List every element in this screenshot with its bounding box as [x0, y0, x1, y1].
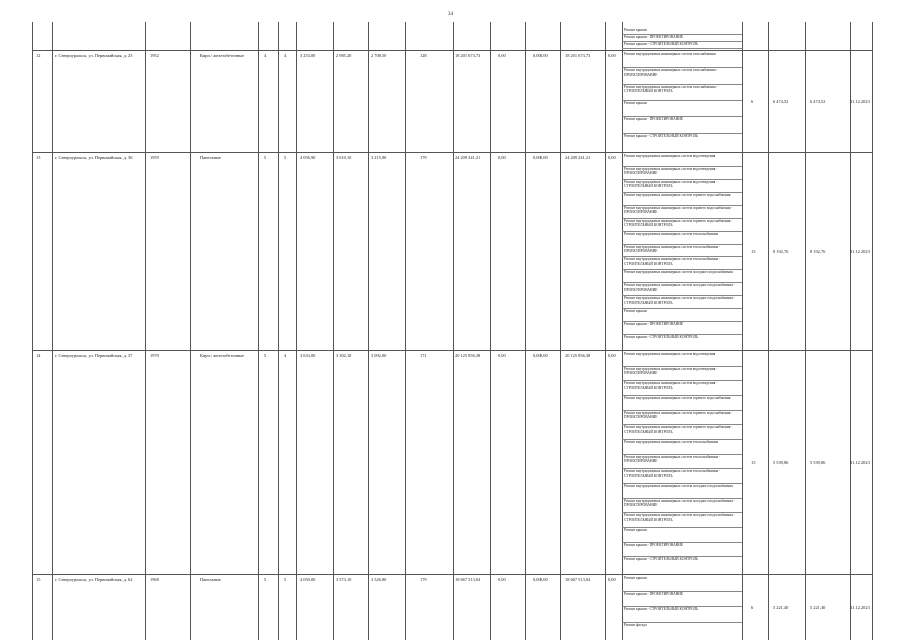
unit-limit-cell: 8 192,76: [810, 249, 826, 254]
row-number: 12: [36, 53, 41, 58]
work-item: Ремонт внутридомовых инженерных систем теплоснабжения: [624, 440, 719, 444]
entrances-cell: 5: [284, 577, 287, 582]
work-item: Ремонт крыши - СТРОИТЕЛЬНЫЙ КОНТРОЛЬ: [624, 42, 699, 46]
entrances-cell: 4: [284, 353, 287, 358]
work-item: Ремонт крыши - ПРОЕКТИРОВАНИЕ: [624, 322, 684, 327]
area-living-cell: 3 610,10: [336, 155, 352, 160]
work-item: Ремонт внутридомовых инженерных систем теплоснабжения - СТРОИТЕЛЬНЫЙ КОНТРОЛЬ: [624, 257, 721, 266]
column-line: [190, 22, 191, 640]
area-total-cell: 3 633,00: [300, 353, 316, 358]
cost-other-cell: 0,00: [608, 155, 616, 160]
cost-total-cell: 24 209 241,21: [455, 155, 481, 160]
column-line: [32, 22, 33, 640]
area-residential-cell: 3 092,00: [371, 353, 387, 358]
work-item: Ремонт внутридомовых инженерных систем водоотведения: [624, 352, 716, 356]
area-total-cell: 3 253,00: [300, 53, 316, 58]
row-line: [32, 350, 873, 351]
cost-owners-cell: 18 201 673,73: [565, 53, 591, 58]
cost-region-cell: 0,00: [533, 353, 541, 358]
work-item: Ремонт внутридомовых инженерных систем горячего водоснабжения: [624, 396, 731, 400]
cost-total-cell: 18 667 513,04: [455, 577, 481, 582]
works-count-cell: 15: [751, 249, 756, 254]
year-cell: 1959: [150, 155, 159, 160]
column-line: [525, 22, 526, 640]
work-item: Ремонт крыши: [624, 309, 647, 314]
work-item: Ремонт крыши - ПРОЕКТИРОВАНИЕ: [624, 117, 684, 122]
column-line: [258, 22, 259, 640]
cost-region-cell: 0,00: [533, 53, 541, 58]
work-item: Ремонт крыши - ПРОЕКТИРОВАНИЕ: [624, 35, 684, 39]
deadline-cell: 31.12.2023: [850, 99, 870, 104]
work-item: Ремонт крыши: [624, 528, 647, 532]
cost-other-cell: 0,00: [608, 53, 616, 58]
address-cell: г. Североуральск, ул. Первомайская, д. 36: [55, 155, 133, 160]
work-item: Ремонт крыши - СТРОИТЕЛЬНЫЙ КОНТРОЛЬ: [624, 607, 699, 611]
year-cell: 1952: [150, 53, 159, 58]
cost-federal-cell: 0,00: [498, 155, 506, 160]
cost-region-cell: 0,00: [533, 577, 541, 582]
work-item: Ремонт внутридомовых инженерных систем водоотведения: [624, 154, 716, 158]
work-item: Ремонт внутридомовых инженерных систем водоотведения - ПРОЕКТИРОВАНИЕ: [624, 166, 718, 176]
cost-owners-cell: 18 667 513,04: [565, 577, 591, 582]
column-line: [405, 22, 406, 640]
work-item: Ремонт внутридомовых инженерных систем холодного водоснабжения: [624, 270, 733, 275]
area-residential-cell: 3 526,80: [371, 577, 387, 582]
work-item: Ремонт внутридомовых инженерных систем холодного водоснабжения - ПРОЕКТИРОВАНИЕ: [624, 283, 735, 292]
work-item: Ремонт внутридомовых инженерных систем горячего водоснабжения: [624, 192, 731, 197]
column-line: [872, 22, 873, 640]
material-cell: Кирп./ железобетонные: [200, 353, 245, 358]
work-item: Ремонт крыши: [624, 28, 647, 32]
row-number: 13: [36, 155, 41, 160]
area-living-cell: 2 985,20: [336, 53, 352, 58]
deadline-cell: 31.12.2023: [850, 605, 870, 610]
column-line: [850, 22, 851, 640]
work-item: Ремонт крыши - СТРОИТЕЛЬНЫЙ КОНТРОЛЬ: [624, 557, 699, 562]
unit-cost-cell: 8 192,76: [773, 249, 789, 254]
unit-cost-cell: 5 539,86: [773, 460, 789, 465]
work-item: Ремонт крыши: [624, 101, 647, 105]
cost-other-cell: 0,00: [608, 353, 616, 358]
residents-cell: 171: [420, 353, 427, 358]
work-item: Ремонт крыши - СТРОИТЕЛЬНЫЙ КОНТРОЛЬ: [624, 335, 699, 340]
cost-owners-cell: 20 125 856,38: [565, 353, 591, 358]
work-item: Ремонт внутридомовых инженерных систем горячего водоснабжения - ПРОЕКТИРОВАНИЕ: [624, 410, 733, 420]
column-line: [742, 22, 743, 640]
unit-cost-cell: 5 221,40: [773, 605, 789, 610]
column-line: [52, 22, 53, 640]
page-number: 34: [448, 12, 453, 17]
works-count-cell: 6: [751, 99, 754, 104]
work-item: Ремонт внутридомовых инженерных систем теплоснабжения - ПРОЕКТИРОВАНИЕ: [624, 454, 721, 464]
cost-region-cell: 0,00: [533, 155, 541, 160]
column-line: [333, 22, 334, 640]
work-item: Ремонт внутридомовых инженерных систем водоотведения - СТРОИТЕЛЬНЫЙ КОНТРОЛЬ: [624, 179, 718, 189]
column-line: [768, 22, 769, 640]
column-line: [453, 22, 454, 640]
cost-local-cell: 0,00: [540, 155, 548, 160]
work-divider: [622, 48, 742, 49]
address-cell: г. Североуральск, ул. Первомайская, д. 62: [55, 577, 133, 582]
cost-other-cell: 0,00: [608, 577, 616, 582]
cost-local-cell: 0,00: [540, 353, 548, 358]
work-item: Ремонт крыши - СТРОИТЕЛЬНЫЙ КОНТРОЛЬ: [624, 133, 699, 138]
cost-local-cell: 0,00: [540, 53, 548, 58]
work-item: Ремонт внутридомовых инженерных систем газоснабжения - СТРОИТЕЛЬНЫЙ КОНТРОЛЬ: [624, 84, 718, 94]
area-living-cell: 3 302,10: [336, 353, 352, 358]
column-line: [560, 22, 561, 640]
column-line: [805, 22, 806, 640]
row-line: [32, 152, 873, 153]
column-line: [368, 22, 369, 640]
work-item: Ремонт внутридомовых инженерных систем газоснабжения: [624, 52, 716, 56]
area-living-cell: 3 573,10: [336, 577, 352, 582]
address-cell: г. Североуральск, ул. Первомайская, д. 25: [55, 53, 133, 58]
cost-federal-cell: 0,00: [498, 353, 506, 358]
area-residential-cell: 3 215,90: [371, 155, 387, 160]
floors-cell: 5: [264, 155, 267, 160]
entrances-cell: 4: [284, 53, 287, 58]
material-cell: Панельные: [200, 155, 221, 160]
cost-federal-cell: 0,00: [498, 53, 506, 58]
work-item: Ремонт внутридомовых инженерных систем горячего водоснабжения - ПРОЕКТИРОВАНИЕ: [624, 205, 733, 215]
year-cell: 1970: [150, 353, 159, 358]
address-cell: г. Североуральск, ул. Первомайская, д. 37: [55, 353, 133, 358]
material-cell: Панельные: [200, 577, 221, 582]
deadline-cell: 31.12.2023: [850, 249, 870, 254]
work-item: Ремонт внутридомовых инженерных систем теплоснабжения - ПРОЕКТИРОВАНИЕ: [624, 244, 721, 253]
cost-federal-cell: 0,00: [498, 577, 506, 582]
residents-cell: 128: [420, 53, 427, 58]
works-count-cell: 6: [751, 605, 754, 610]
unit-limit-cell: 5 539,86: [810, 460, 826, 465]
work-item: Ремонт внутридомовых инженерных систем горячего водоснабжения - СТРОИТЕЛЬНЫЙ КОНТРОЛЬ: [624, 218, 733, 228]
work-item: Ремонт крыши - ПРОЕКТИРОВАНИЕ: [624, 591, 684, 596]
works-count-cell: 15: [751, 460, 756, 465]
row-number: 15: [36, 577, 41, 582]
cost-total-cell: 18 201 673,73: [455, 53, 481, 58]
column-line: [490, 22, 491, 640]
area-total-cell: 4 050,00: [300, 577, 316, 582]
floors-cell: 4: [264, 53, 267, 58]
work-item: Ремонт внутридомовых инженерных систем горячего водоснабжения - СТРОИТЕЛЬНЫЙ КОНТРОЛЬ: [624, 425, 733, 434]
cost-owners-cell: 24 209 241,21: [565, 155, 591, 160]
cost-local-cell: 0,00: [540, 577, 548, 582]
area-residential-cell: 2 708,50: [371, 53, 387, 58]
floors-cell: 5: [264, 577, 267, 582]
entrances-cell: 5: [284, 155, 287, 160]
year-cell: 1968: [150, 577, 159, 582]
work-item: Ремонт внутридомовых инженерных систем водоотведения - ПРОЕКТИРОВАНИЕ: [624, 366, 718, 376]
row-line: [32, 574, 873, 575]
cost-total-cell: 20 125 856,38: [455, 353, 481, 358]
work-item: Ремонт крыши - ПРОЕКТИРОВАНИЕ: [624, 542, 684, 547]
residents-cell: 179: [420, 577, 427, 582]
work-item: Ремонт внутридомовых инженерных систем холодного водоснабжения: [624, 484, 733, 488]
unit-limit-cell: 6 474,52: [810, 99, 826, 104]
unit-limit-cell: 5 221,40: [810, 605, 826, 610]
deadline-cell: 31.12.2023: [850, 460, 870, 465]
unit-cost-cell: 6 474,52: [773, 99, 789, 104]
row-number: 14: [36, 353, 41, 358]
column-line: [296, 22, 297, 640]
column-line: [622, 22, 623, 640]
column-line: [278, 22, 279, 640]
work-item: Ремонт крыши: [624, 576, 647, 580]
area-total-cell: 4 056,90: [300, 155, 316, 160]
row-line: [32, 50, 873, 51]
floors-cell: 5: [264, 353, 267, 358]
work-item: Ремонт внутридомовых инженерных систем водоотведения - СТРОИТЕЛЬНЫЙ КОНТРОЛЬ: [624, 381, 718, 390]
work-item: Ремонт фасада: [624, 622, 647, 627]
work-item: Ремонт внутридомовых инженерных систем теплоснабжения: [624, 231, 719, 236]
column-line: [145, 22, 146, 640]
work-item: Ремонт внутридомовых инженерных систем холодного водоснабжения - СТРОИТЕЛЬНЫЙ КОНТРОЛЬ: [624, 513, 735, 522]
material-cell: Кирп./ железобетонные: [200, 53, 245, 58]
column-line: [605, 22, 606, 640]
work-item: Ремонт внутридомовых инженерных систем холодного водоснабжения - ПРОЕКТИРОВАНИЕ: [624, 498, 735, 508]
work-item: Ремонт внутридомовых инженерных систем теплоснабжения - СТРОИТЕЛЬНЫЙ КОНТРОЛЬ: [624, 469, 721, 478]
work-item: Ремонт внутридомовых инженерных систем холодного водоснабжения - СТРОИТЕЛЬНЫЙ КОНТРОЛЬ: [624, 296, 735, 305]
residents-cell: 179: [420, 155, 427, 160]
work-item: Ремонт внутридомовых инженерных систем газоснабжения - ПРОЕКТИРОВАНИЕ: [624, 68, 718, 77]
